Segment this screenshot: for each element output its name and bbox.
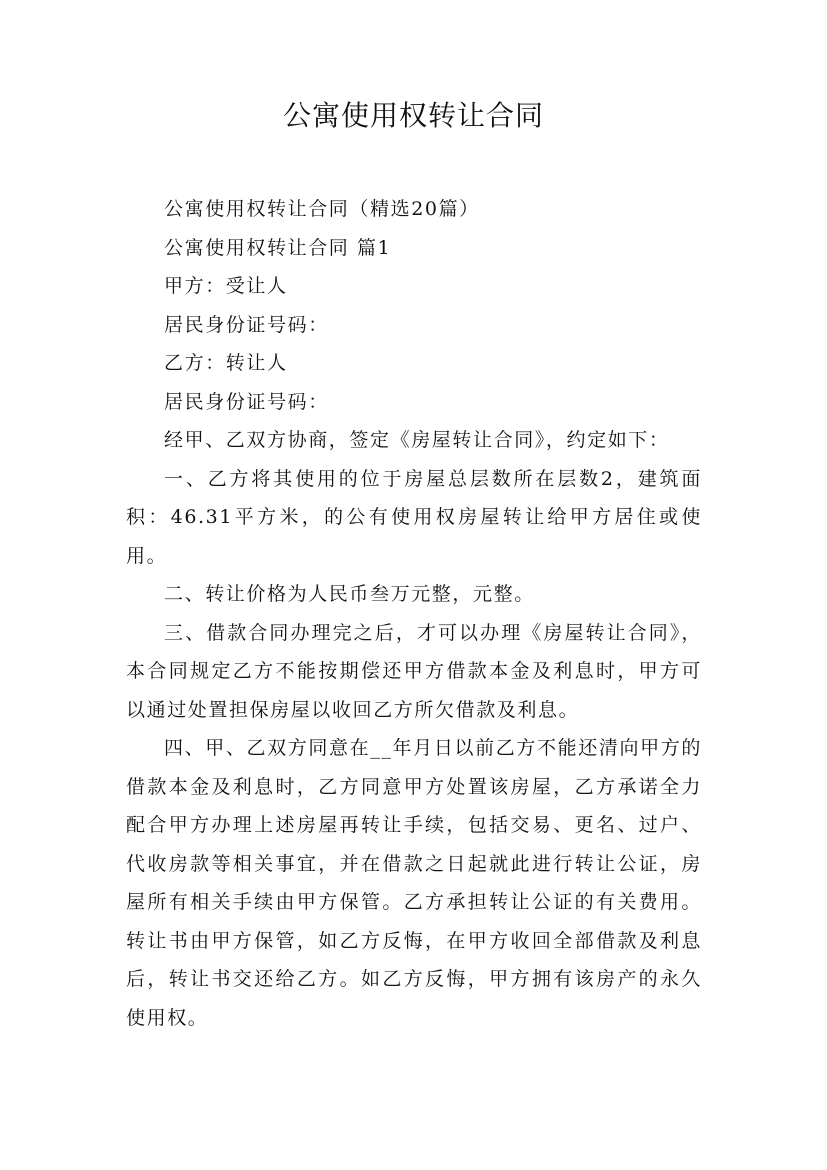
paragraph-party-a-id: 居民身份证号码： xyxy=(164,313,329,336)
paragraph-clause-1: 一、乙方将其使用的位于房屋总层数所在层数2，建筑面积：46.31平方米，的公有使用权房屋转让给甲方居住或使用。 xyxy=(126,467,702,567)
paragraph-clause-3: 三、借款合同办理完之后，才可以办理《房屋转让合同》，本合同规定乙方不能按期偿还甲方借款本金及利息时，甲方可以通过处置担保房屋以收回乙方所欠借款及利息。 xyxy=(126,621,702,721)
paragraph-party-a: 甲方：受让人 xyxy=(164,275,288,297)
paragraph-clause-2: 二、转让价格为人民币叁万元整，元整。 xyxy=(164,583,535,605)
paragraph-party-b-id: 居民身份证号码： xyxy=(164,390,329,413)
paragraph-clause-4: 四、甲、乙双方同意在__年月日以前乙方不能还清向甲方的借款本金及利息时，乙方同意甲方处置该房屋，乙方承诺全力配合甲方办理上述房屋再转让手续，包括交易、更名、过户、代收房款等相关事宜，并在借款之日起就此进行转让公证，房屋所有相关手续由甲方保管。乙方承担转让公证的有关费用。转让书由甲方保管，如乙方反悔，在甲方收回全部借款及利息后，转让书交还给乙方。如乙方反悔，甲方拥有该房产的永久使用权。 xyxy=(126,737,702,1029)
document-body xyxy=(126,190,702,1037)
paragraph-party-b: 乙方：转让人 xyxy=(164,352,288,374)
paragraph-subtitle: 公寓使用权转让合同（精选20篇） xyxy=(164,198,480,220)
paragraph-section-heading: 公寓使用权转让合同 篇1 xyxy=(164,236,392,259)
paragraph-preamble: 经甲、乙双方协商，签定《房屋转让合同》，约定如下： xyxy=(164,429,670,451)
document-title: 公寓使用权转让合同 xyxy=(282,99,544,132)
